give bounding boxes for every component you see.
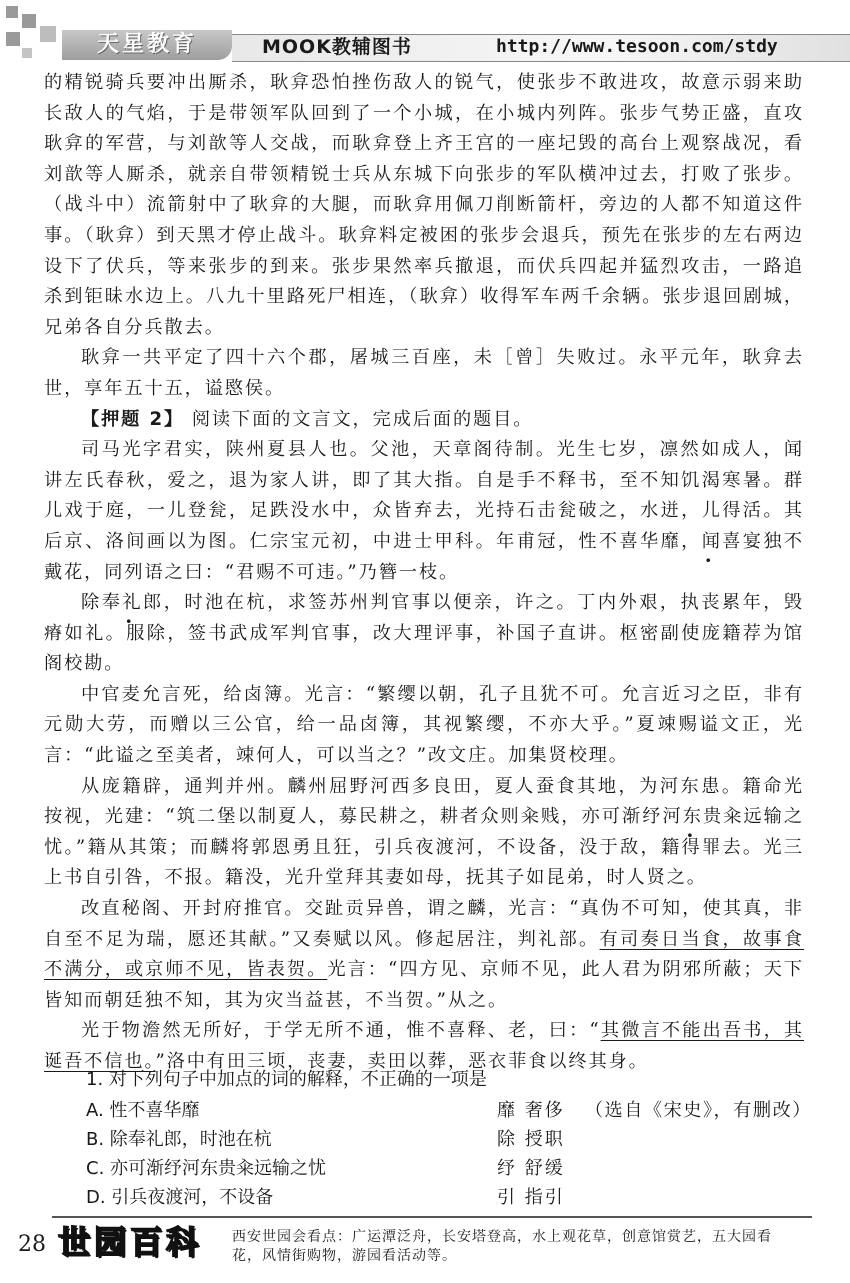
footer-rule <box>52 1216 812 1218</box>
option-d-gloss: 引 指引 <box>497 1187 565 1208</box>
paragraph: 的精锐骑兵要冲出厮杀，耿弇恐怕挫伤敌人的锐气，使张步不敢进攻，故意示弱来助长敌人的气焰，于是带领军队回到了一个小城，在小城内列阵。张步气势正盛，直攻耿弇的军营，与刘歆等人交战，而耿弇登上齐王宫的一座圮毁的高台上观察战况，看刘歆等人厮杀，就亲自带领精锐士兵从东城下向张步的军队横冲过去，打败了张步。（战斗中）流箭射中了耿弇的大腿，而耿弇用佩刀削断箭杆，旁边的人都不知道这件事。（耿弇）到天黑才停止战斗。耿弇料定被困的张步会退兵，预先在张步的左右两边设下了伏兵，等来张步的到来。张步果然率兵撤退，而伏兵四起并猛烈攻击，一路追杀到钜昧水边上。八九十里路死尸相连，（耿弇）收得军车两千余辆。张步退回剧城，兄弟各自分兵散去。 <box>44 72 804 338</box>
option-b-gloss: 除 授职 <box>497 1129 565 1150</box>
decor-square <box>6 6 18 18</box>
header-url: http://www.tesoon.com/stdy <box>496 36 778 57</box>
source-note: （选自《宋史》，有删改） <box>584 1099 812 1121</box>
text-run: 奉礼郎，时池在杭，求签苏州判官事以便亲，许之。丁内外艰，执丧累年，毁瘠如礼。服除，签书武成军判官事，改大理评事，补国子直讲。枢密副使庞籍荐为馆阁校勘。 <box>44 592 804 675</box>
option-d: D. 引兵夜渡河，不设备 <box>86 1187 274 1208</box>
exercise-instruction: 阅读下面的文言文，完成后面的题目。 <box>191 408 534 430</box>
brand-logo: 天星教育 <box>62 30 232 60</box>
question-stem: 1. 对下列句子中加点的词的解释，不正确的一项是 <box>86 1069 487 1090</box>
passage <box>44 68 812 1145</box>
exercise-tag: 【押题 2】 <box>81 408 185 430</box>
decor-square <box>40 26 56 42</box>
dotted-word: 纾 · <box>642 806 662 827</box>
text-run: 河东贵籴远输之忧。”籍从其策；而麟将郭恩勇且狂，引兵夜渡河，不设备，没于敌，籍得罪去。光三上书自引咎，不报。籍没，光升堂拜其妻如母，抚其子如昆弟，时人贤之。 <box>44 806 804 889</box>
paragraph <box>44 588 804 680</box>
decor-square <box>6 32 20 46</box>
underlined-sentence: 其微言不能出吾书，其诞吾不信也。 <box>44 1020 804 1072</box>
underlined-sentence: 有司奏日当食，故事食不满分，或京师不见，皆表贺。 <box>44 928 804 981</box>
option-a-gloss: 靡 奢侈 <box>497 1100 565 1121</box>
text-run: ”洛中有田三顷，丧妻，卖田以葬，恶衣菲食以终其身。 <box>155 1051 649 1072</box>
paragraph <box>44 435 804 588</box>
option-c: C. 亦可渐纾河东贵籴远输之忧 <box>86 1158 327 1179</box>
text-run: 司马光字君实，陕州夏县人也。父池，天章阁待制。光生七岁，凛然如成人，闻讲左氏春秋，爱之，退为家人讲，即了其大指。自是手不释书，至不知饥渴寒暑。群儿戏于庭，一儿登瓮，足跌没水中，众皆弃去，光持石击瓮破之，水迸，儿得活。其后京、洛间画以为图。仁宗宝元初，中进士甲科。年甫冠，性不喜华 <box>44 439 804 552</box>
exercise-heading <box>44 405 804 436</box>
text-run: 光于物澹然无所好，于学无所不通，惟不喜释、老，曰：“ <box>81 1020 601 1042</box>
option-c-gloss: 纾 舒缓 <box>497 1158 565 1179</box>
series-title: MOOK教辅图书 <box>262 36 412 58</box>
paragraph: 中官麦允言死，给卤簿。光言：“繁缨以朝，孔子且犹不可。允言近习之臣，非有元勋大劳，而赠以三公官，给一品卤簿，其视繁缨，不亦大乎。”夏竦赐谥文正，光言：“此谥之至美者，竦何人，可以当之？”改文庄。加集贤校理。 <box>44 683 804 767</box>
paragraph <box>44 772 804 894</box>
option-b: B. 除奉礼郎，时池在杭 <box>86 1129 272 1150</box>
paragraph: 耿弇一共平定了四十六个郡，屠城三百座，未［曾］失败过。永平元年，耿弇去世，享年五十五，谥愍侯。 <box>44 347 804 399</box>
dotted-word: 除 · <box>81 592 102 613</box>
dotted-word: 靡 · <box>661 531 682 552</box>
decor-square <box>22 48 32 58</box>
text-run: ，闻喜宴独不戴花，同列语之曰：“君赐不可违。”乃簪一枝。 <box>44 530 804 583</box>
footer-text: 西安世园会看点：广运潭泛舟，长安塔登高，水上观花草，创意馆赏艺，五大园看花，风情街购物，游园看活动等。 <box>232 1229 772 1264</box>
page-header <box>0 0 850 64</box>
text-run: 从庞籍辟，通判并州。麟州屈野河西多良田，夏人蚕食其地，为河东患。籍命光按视，光建：“筑二堡以制夏人，募民耕之，耕者众则籴贱，亦可渐 <box>44 775 804 828</box>
footer-brand: 世园百科 <box>58 1223 203 1261</box>
decor-square <box>22 14 36 28</box>
option-a: A. 性不喜华靡 <box>86 1100 200 1121</box>
text-run: 改直秘阁、开封府推官。交趾贡异兽，谓之麟，光言：“真伪不可知，使其真，非自至不足为瑞，愿还其献。”又奏赋以风。修起居注，判礼部。 <box>44 898 804 950</box>
page-number: 28 <box>18 1232 46 1257</box>
text-run: 光言：“四方见、京师不见，此人君为阴邪所蔽；天下皆知而朝廷独不知，其为灾当益甚，不当贺。”从之。 <box>44 959 804 1011</box>
paragraph <box>44 894 804 1016</box>
